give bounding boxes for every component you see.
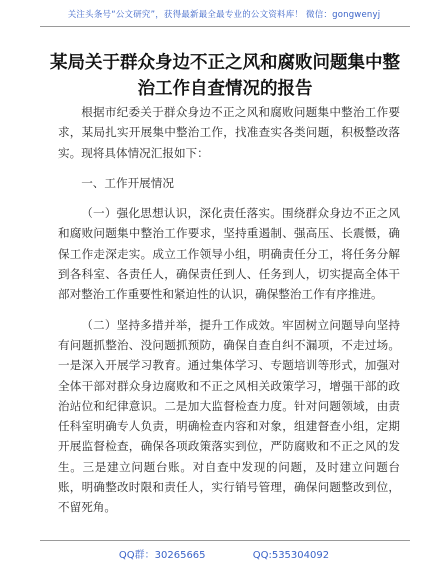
intro-paragraph: 根据市纪委关于群众身边不正之风和腐败问题集中整治工作要求，某局扎实开展集中整治工作，找准查实各类问题，积极整改落实。现将具体情况汇报如下：	[58, 105, 400, 160]
qq-text: QQ:535304092	[252, 550, 330, 561]
body-paragraph: （二）坚持多措并举，提升工作成效。牢固树立问题导向坚持有问题抓整治、没问题抓预防，确保自查自纠不漏项，不走过场。一是深入开展学习教育。通过集体学习、专题培训等形式，加强对全体干部对群众身边腐败和不正之风相关政策学习，增强干部的政治站位和纪律意识。二是加大监督检查力度。针对问题领域，由责任科室明确专人负责，明确检查内容和对象，组建督查小组，定期开展监督检查，确保各项政策落实到位，严防腐败和不正之风的发生。三是建立问题台账。对自查中发现的问题，及时建立问题台账，明确整改时限和责任人，实行销号管理，确保问题整改到位，不留死角。	[58, 317, 400, 515]
document-body	[58, 102, 400, 518]
body-paragraph: （一）强化思想认识，深化责任落实。围绕群众身边不正之风和腐败问题集中整治工作要求，坚持重遏制、强高压、长震慑，确保工作走深走实。成立工作领导小组，明确责任分工，将任务分解到各科室、各责任人，确保责任到人、任务到人，切实提高全体干部对整治工作重要性和紧迫性的认识，确保整治工作有序推进。	[58, 206, 400, 302]
footer-contact	[0, 546, 448, 561]
qq-group-text: QQ群：30265665	[118, 550, 206, 561]
document-title	[40, 50, 410, 102]
footer-divider	[40, 540, 410, 541]
header-divider	[40, 26, 410, 27]
section-heading: 一、工作开展情况	[81, 175, 174, 190]
header-banner: 关注头条号“公文研究”，获得最新最全最专业的公文资料库！ 微信：gongwenyj	[67, 10, 381, 20]
document-title-line-1: 某局关于群众身边不正之风和腐败问题集中整	[50, 53, 400, 73]
document-title-line-2: 治工作自查情况的报告	[137, 79, 313, 99]
